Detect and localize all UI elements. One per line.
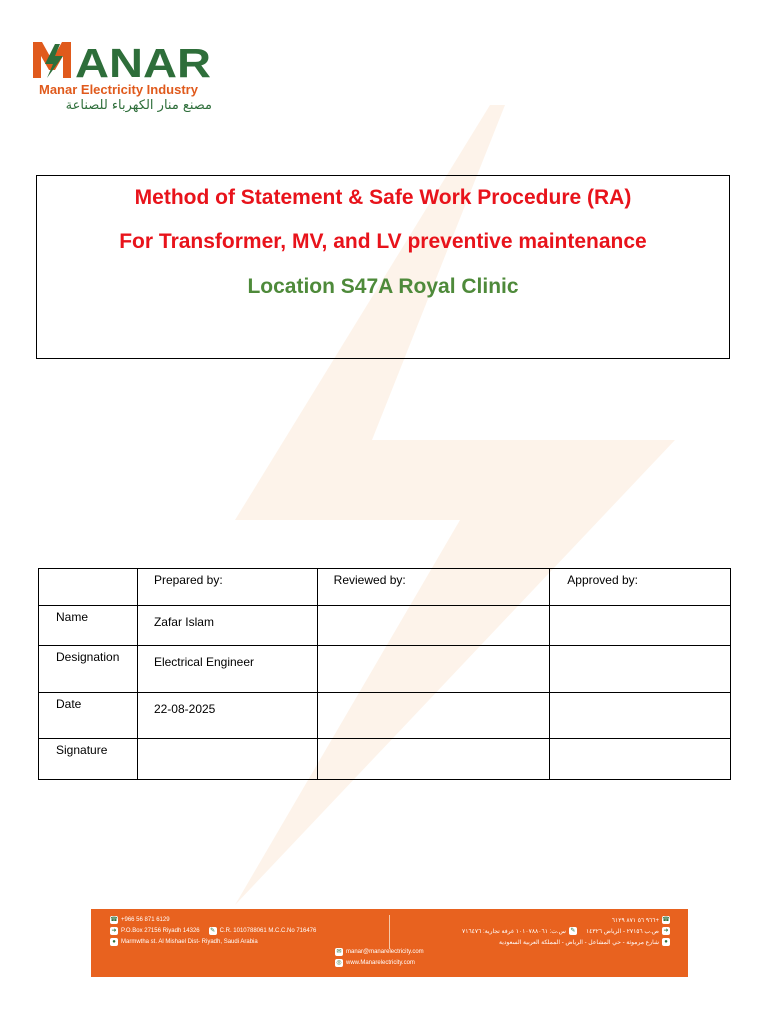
footer-address-ar-text: شارع مرموثة - حي المشاعل - الرياض - المملكة العربية السعودية bbox=[498, 939, 659, 946]
approved-name bbox=[550, 606, 731, 646]
prepared-designation: Electrical Engineer bbox=[137, 646, 317, 693]
table-row-date bbox=[39, 693, 731, 739]
footer-phone bbox=[110, 916, 170, 924]
phone-icon: ☎ bbox=[110, 917, 118, 923]
footer-cr-ar-text: س.ت: ١٠١٠٧٨٨٠٦١ غرفة تجارية: ٧١٦٤٧٦ bbox=[462, 928, 566, 935]
footer-address bbox=[110, 938, 258, 946]
footer-email-text[interactable]: manar@manarelectricity.com bbox=[346, 949, 424, 955]
footer-address-text: Marmwtha st. Al Mishael Dist- Riyadh, Saudi Arabia bbox=[121, 939, 258, 945]
document-title-box bbox=[36, 175, 730, 359]
table-header-row bbox=[39, 569, 731, 606]
row-label: Name bbox=[39, 606, 138, 646]
email-icon: ✉ bbox=[336, 949, 342, 955]
reviewed-signature bbox=[317, 739, 550, 780]
prepared-name: Zafar Islam bbox=[137, 606, 317, 646]
approval-table bbox=[38, 568, 731, 780]
footer-website-text[interactable]: www.Manarelectricity.com bbox=[346, 960, 415, 966]
document-location: Location S47A Royal Clinic bbox=[247, 275, 519, 298]
table-row-designation bbox=[39, 646, 731, 693]
prepared-signature bbox=[137, 739, 317, 780]
reviewed-name bbox=[317, 606, 550, 646]
header-approved-by: Approved by: bbox=[550, 569, 731, 606]
footer-email[interactable] bbox=[335, 948, 424, 956]
approved-signature bbox=[550, 739, 731, 780]
approved-designation bbox=[550, 646, 731, 693]
document-title: Method of Statement & Safe Work Procedure (RA) bbox=[134, 186, 632, 209]
footer-website[interactable] bbox=[335, 959, 415, 967]
row-label: Signature bbox=[39, 739, 138, 780]
table-row-name bbox=[39, 606, 731, 646]
logo-subtitle: Manar Electricity Industry bbox=[39, 82, 198, 97]
logo-arabic-name: مصنع منار الكهرباء للصناعة bbox=[65, 98, 212, 113]
footer-pobox bbox=[110, 927, 316, 935]
reviewed-date bbox=[317, 693, 550, 739]
mailbox-icon: ➜ bbox=[663, 928, 669, 934]
reviewed-designation bbox=[317, 646, 550, 693]
footer-pobox-ar-text: ص.ب ٢٧١٥٦ - الرياض ١٤٣٢٦ bbox=[585, 928, 659, 935]
document-icon: ✎ bbox=[210, 928, 216, 934]
footer-phone-ar bbox=[612, 916, 670, 924]
svg-text:ANAR: ANAR bbox=[75, 40, 211, 80]
row-label: Date bbox=[39, 693, 138, 739]
footer-contact-banner bbox=[91, 909, 688, 977]
mailbox-icon: ➜ bbox=[111, 928, 117, 934]
table-row-signature bbox=[39, 739, 731, 780]
location-pin-icon: ● bbox=[662, 938, 670, 946]
footer-address-ar bbox=[499, 938, 670, 946]
footer-pobox-text: P.O.Box 27156 Riyadh 14326 bbox=[121, 928, 200, 934]
header-reviewed-by: Reviewed by: bbox=[317, 569, 550, 606]
header-cell-empty bbox=[39, 569, 138, 606]
row-label: Designation bbox=[39, 646, 138, 693]
prepared-date: 22-08-2025 bbox=[137, 693, 317, 739]
location-pin-icon: ● bbox=[110, 938, 118, 946]
document-icon: ✎ bbox=[570, 928, 576, 934]
logo-wordmark bbox=[33, 40, 213, 80]
footer-pobox-ar bbox=[462, 927, 670, 935]
approved-date bbox=[550, 693, 731, 739]
footer-divider bbox=[389, 915, 390, 949]
phone-icon: ☎ bbox=[662, 917, 670, 923]
globe-icon: ◎ bbox=[336, 960, 342, 966]
footer-phone-text: +966 56 871 6129 bbox=[121, 917, 170, 923]
document-subtitle: For Transformer, MV, and LV preventive maintenance bbox=[119, 230, 647, 253]
header-prepared-by: Prepared by: bbox=[137, 569, 317, 606]
footer-phone-ar-text: +٩٦٦ ٥٦ ٨٧١ ٦١٢٩ bbox=[611, 917, 659, 924]
footer-cr-text: C.R. 1010788061 M.C.C.No 716476 bbox=[219, 928, 317, 934]
